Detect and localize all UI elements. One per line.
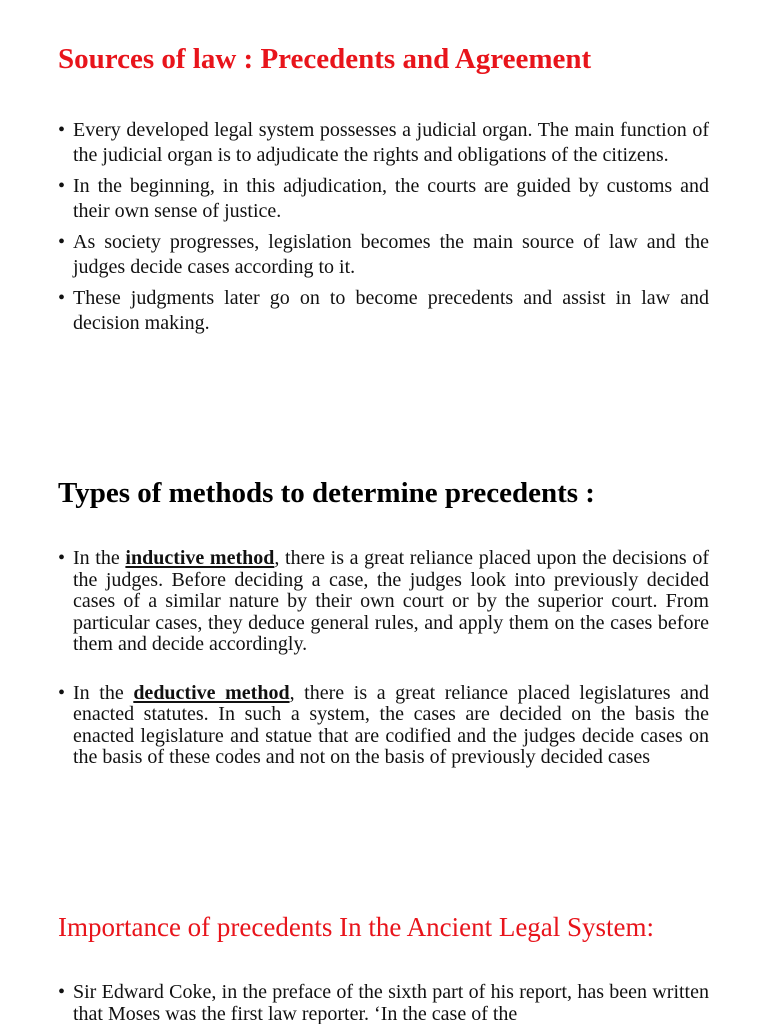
deductive-description: , there is a great reliance placed legislatures and enacted statutes. In such a system, the cases are decided on the basis the enacted legislature and statue that are codified and the judges decide cases on the basis of these codes and not on the basis of previously decided cases (73, 681, 709, 768)
bullet-glyph: • (58, 231, 66, 253)
bullet-glyph: • (58, 681, 66, 704)
bullet-glyph: • (58, 981, 66, 1003)
deductive-prefix: In the (73, 681, 134, 704)
bullet-glyph: • (58, 287, 66, 309)
bullet-glyph: • (58, 175, 66, 197)
bullet-text: These judgments later go on to become precedents and assist in law and decision making. (73, 287, 709, 334)
inductive-method-term: inductive method (125, 547, 275, 569)
deductive-method-term: deductive method (133, 681, 290, 704)
bullet-text: As society progresses, legislation becomes the main source of law and the judges decide cases according to it. (73, 231, 709, 278)
section-heading-types-of-methods: Types of methods to determine precedents : (58, 477, 595, 509)
sources-bullet-list (58, 118, 709, 342)
bullet-text: Sir Edward Coke, in the preface of the sixth part of his report, has been written that Moses was the first law reporter. ‘In the case of the (73, 981, 709, 1024)
bullet-item-deductive (58, 683, 709, 769)
bullet-item-inductive (58, 548, 709, 656)
inductive-prefix: In the (73, 547, 126, 569)
bullet-item (58, 230, 709, 279)
bullet-item (58, 118, 709, 167)
bullet-item (58, 174, 709, 223)
bullet-text: In the beginning, in this adjudication, the courts are guided by customs and their own sense of justice. (73, 175, 709, 222)
methods-bullet-list (58, 548, 709, 769)
bullet-glyph: • (58, 119, 66, 141)
section-heading-sources-of-law: Sources of law : Precedents and Agreement (58, 43, 592, 75)
bullet-text: Every developed legal system possesses a judicial organ. The main function of the judicial organ is to adjudicate the rights and obligations of the citizens. (73, 119, 709, 166)
importance-bullet-list (58, 981, 709, 1024)
inductive-description: , there is a great reliance placed upon the decisions of the judges. Before deciding a case, the judges look into previously decided cases of a similar nature by their own court or by the superior court. From particular cases, they deduce general rules, and apply them on the cases before them and decide accordingly. (73, 547, 710, 655)
bullet-item (58, 286, 709, 335)
bullet-glyph: • (58, 547, 66, 569)
section-heading-importance-of-precedents: Importance of precedents In the Ancient Legal System: (58, 912, 655, 942)
bullet-item (58, 981, 709, 1024)
